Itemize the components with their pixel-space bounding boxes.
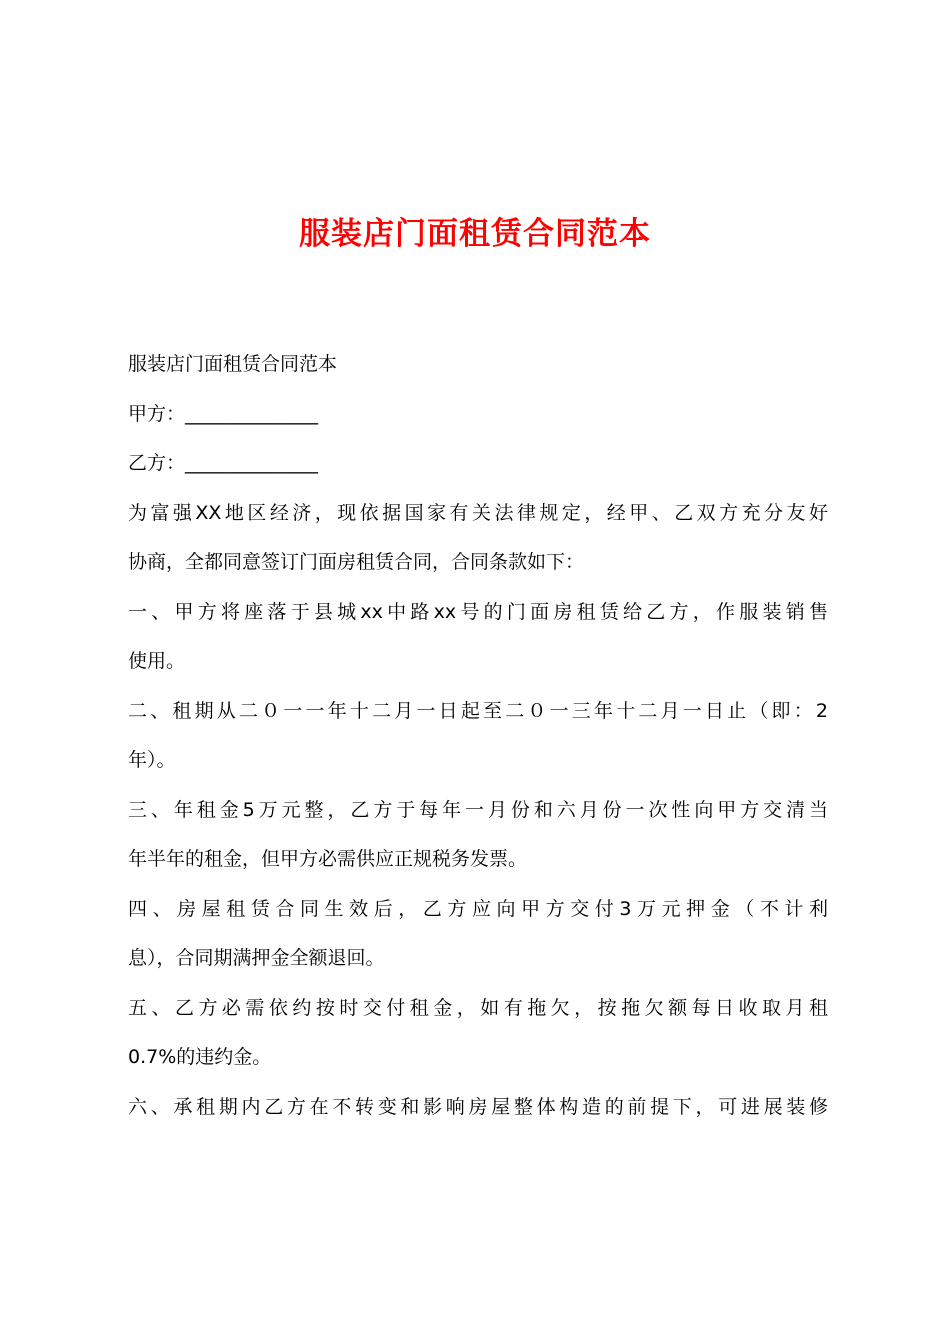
clause-3-line: 三、年租金5万元整，乙方于每年一月份和六月份一次性向甲方交清当 xyxy=(128,798,828,821)
document-body xyxy=(128,340,828,1132)
document-title: 服装店门面租赁合同范本 xyxy=(299,216,651,252)
paragraph-line: 协商，全都同意签订门面房租赁合同，合同条款如下： xyxy=(128,551,585,573)
clause-2-line: 二、租期从二０一一年十二月一日起至二０一三年十二月一日止（即：2 xyxy=(128,699,828,722)
clause-5-line: 0.7%的违约金。 xyxy=(128,1046,272,1068)
clause-4-line: 息），合同期满押金全额退回。 xyxy=(128,947,385,969)
clause-5-line: 五、乙方必需依约按时交付租金，如有拖欠，按拖欠额每日收取月租 xyxy=(128,996,828,1019)
clause-6-line: 六、承租期内乙方在不转变和影响房屋整体构造的前提下，可进展装修 xyxy=(128,1095,828,1118)
body-heading: 服装店门面租赁合同范本 xyxy=(128,353,338,375)
clause-2-line: 年）。 xyxy=(128,749,176,771)
party-a-line: 甲方：______________ xyxy=(128,402,319,425)
clause-4-line: 四、房屋租赁合同生效后，乙方应向甲方交付3万元押金（不计利 xyxy=(128,897,828,920)
clause-3-line: 年半年的租金，但甲方必需供应正规税务发票。 xyxy=(128,848,528,870)
party-b-line: 乙方：______________ xyxy=(128,452,319,474)
clause-1-line: 使用。 xyxy=(128,650,186,672)
paragraph-line: 为富强XX地区经济，现依据国家有关法律规定，经甲、乙双方充分友好 xyxy=(128,501,828,524)
clause-1-line: 一、甲方将座落于县城xx中路xx号的门面房租赁给乙方，作服装销售 xyxy=(128,600,828,623)
